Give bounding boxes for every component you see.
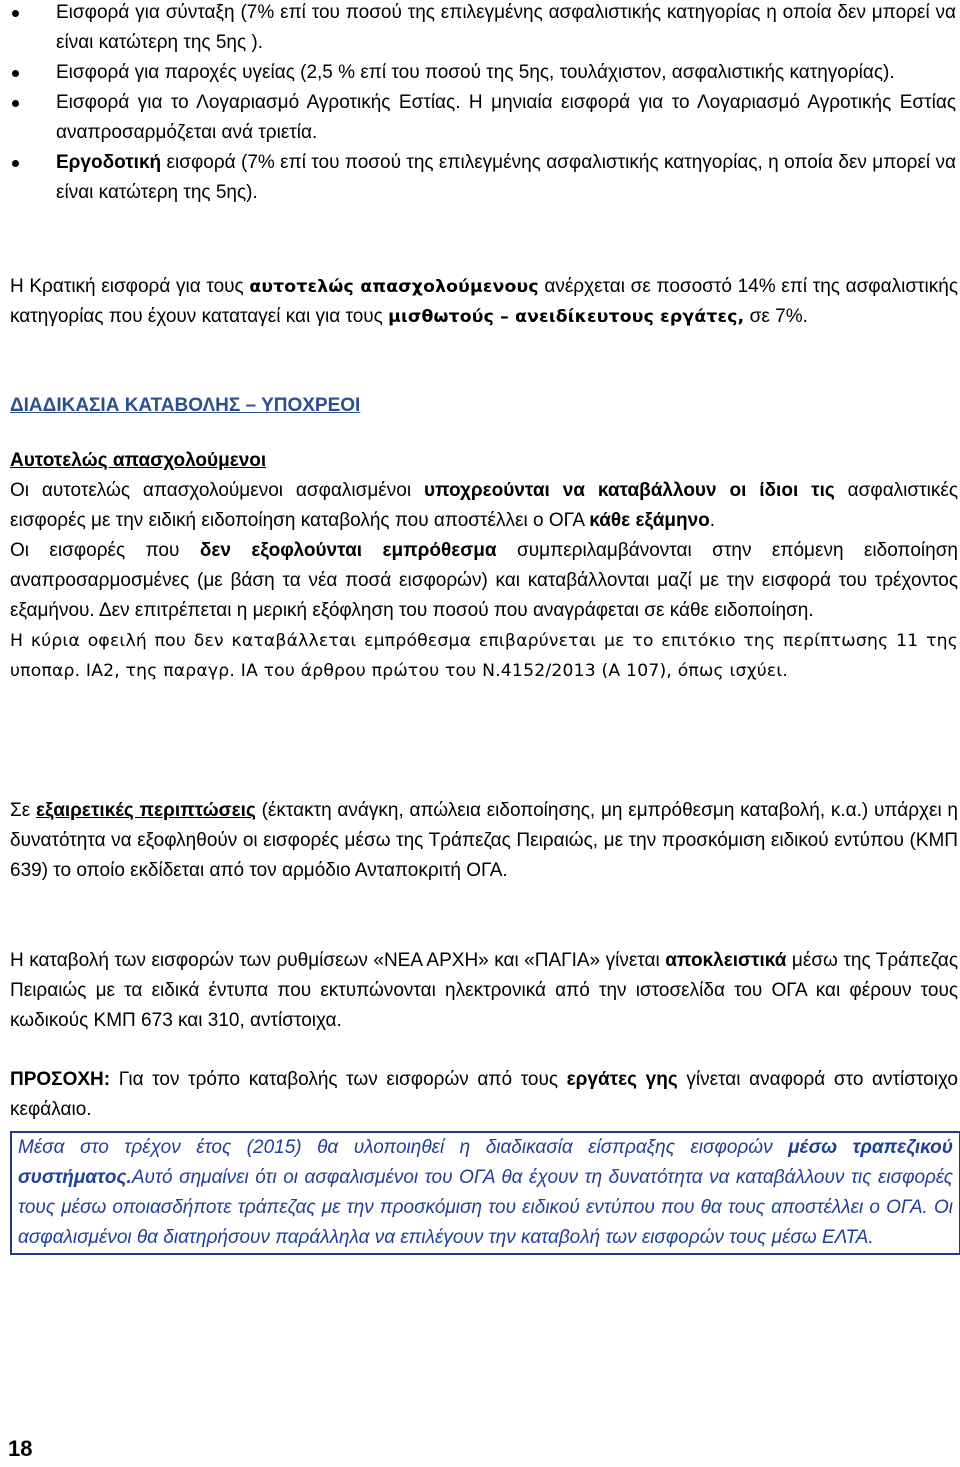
bullet-item-employer [0,148,960,208]
self-employed-section [10,446,958,686]
exceptional-cases-paragraph [10,796,958,886]
bullet-text: Εισφορά για παροχές υγείας (2,5 % επί του ποσού της 5ης, τουλάχιστον, ασφαλιστικής κατηγορίας). [56,62,895,83]
bullet-item-health [0,58,960,88]
text-run: ανέρχεται σε ποσοστό 14% επί της ασφαλιστικής κατηγορίας που έχουν καταταγεί και για τους [10,276,958,327]
bold-run: αυτοτελώς απασχολούμενους [249,277,539,297]
page-number: 18 [8,1436,33,1461]
text-run: (έκτακτη ανάγκη, απώλεια ειδοποίησης, μη εμπρόθεσμη καταβολή, κ.α.) υπάρχει η δυνατότητα να εξοφληθούν οι εισφορές μέσω της Τράπεζας Πειραιώς, με την προσκόμιση ειδικού εντύπου (ΚΜΠ 639) το οποίο εκδίδεται από τον αρμόδιο Ανταποκριτή ΟΓΑ. [10,800,958,881]
attention-paragraph [10,1065,958,1125]
self-employed-paragraph-3: Η κύρια οφειλή που δεν καταβάλλεται εμπρόθεσμα επιβαρύνεται με το επιτόκιο της περίπτωσης 11 της υποπαρ. ΙΑ2, της παραγρ. ΙΑ του άρθρου πρώτου του Ν.4152/2013 (Α 107), όπως ισχύει. [10,631,958,681]
bullet-item-pension [0,0,960,58]
nea-arxi-paragraph [10,946,958,1036]
text-run: Οι εισφορές που [10,540,200,561]
bold-run: αποκλειστικά [665,950,787,971]
subsection-heading: Αυτοτελώς απασχολούμενοι [10,450,267,471]
bullet-bold: Εργοδοτική [56,152,162,173]
text-run: Για τον τρόπο καταβολής των εισφορών από τους [110,1069,567,1090]
text-run: Μέσα στο τρέχον έτος (2015) θα υλοποιηθεί η διαδικασία είσπραξης εισφορών [18,1137,789,1158]
bullet-icon [12,70,19,77]
text-run: Η καταβολή των εισφορών των ρυθμίσεων «ΝΕΑ ΑΡΧΗ» και «ΠΑΓΙΑ» γίνεται [10,950,666,971]
bullet-text: Εισφορά για το Λογαριασμό Αγροτικής Εστίας. Η μηνιαία εισφορά για το Λογαριασμό Αγροτικής Εστίας αναπροσαρμόζεται ανά τριετία. [56,92,956,143]
state-contribution-paragraph [10,272,958,332]
bullet-text: Εισφορά για σύνταξη (7% επί του ποσού της επιλεγμένης ασφαλιστικής κατηγορίας η οποία δεν μπορεί να είναι κατώτερη της 5ης ). [56,2,956,53]
contribution-bullet-list [0,0,960,208]
bold-run: μισθωτούς – ανειδίκευτους εργάτες, [388,307,745,327]
section-heading: ΔΙΑΔΙΚΑΣΙΑ ΚΑΤΑΒΟΛΗΣ – ΥΠΟΧΡΕΟΙ [10,395,361,416]
text-run: μέσω της Τράπεζας Πειραιώς με τα ειδικά έντυπα που εκτυπώνονται ηλεκτρονικά από την ιστοσελίδα του ΟΓΑ και φέρουν τους κωδικούς ΚΜΠ 673 και 310, αντίστοιχα. [10,950,958,1031]
bullet-text: εισφορά (7% επί του ποσού της επιλεγμένης ασφαλιστικής κατηγορίας, η οποία δεν μπορεί να είναι κατώτερη της 5ης). [56,152,956,203]
text-run: Αυτό σημαίνει ότι οι ασφαλισμένοι του ΟΓΑ θα έχουν τη δυνατότητα να καταβάλλουν τις εισφορές τους μέσω οποιασδήποτε τράπεζας με την προσκόμιση του ειδικού εντύπου που θα τους αποστέλλει ο ΟΓΑ. Οι ασφαλισμένοι θα διατηρήσουν παράλληλα να επιλέγουν την καταβολή των εισφορών τους μέσω ΕΛΤΑ. [18,1167,953,1248]
notice-box [10,1131,960,1255]
attention-label: ΠΡΟΣΟΧΗ: [10,1069,111,1090]
text-run: Σε [10,800,36,821]
bold-run: μέσω τραπεζικού συστήματος. [18,1137,953,1188]
bold-run: εργάτες γης [566,1069,678,1090]
bullet-icon [12,160,19,167]
text-run: γίνεται αναφορά στο αντίστοιχο κεφάλαιο. [10,1069,959,1120]
bullet-icon [12,10,19,17]
bold-run: κάθε εξάμηνο [589,510,710,531]
text-run: συμπεριλαμβάνονται στην επόμενη ειδοποίηση αναπροσαρμοσμένες (με βάση τα νέα ποσά εισφορών) και καταβάλλονται μαζί με την εισφορά του τρέχοντος εξαμήνου. Δεν επιτρέπεται η μερική εξόφληση του ποσού που αναγράφεται σε κάθε ειδοποίηση. [10,540,959,621]
bullet-icon [12,100,19,107]
self-employed-paragraph-2 [10,536,958,626]
text-run: Οι αυτοτελώς απασχολούμενοι ασφαλισμένοι [10,480,424,501]
text-run: ασφαλιστικές εισφορές με την ειδική ειδοποίηση καταβολής που αποστέλλει ο ΟΓΑ [10,480,958,531]
bullet-item-rural-fund [0,88,960,148]
bold-run: δεν εξοφλούνται εμπρόθεσμα [199,540,497,561]
text-run: σε 7%. [744,306,808,327]
text-run: Η Κρατική εισφορά για τους [10,276,250,297]
bold-underline-run: εξαιρετικές περιπτώσεις [35,800,256,821]
text-run: . [709,510,716,531]
self-employed-paragraph-1 [10,476,958,536]
bold-run: υποχρεούνται να καταβάλλουν οι ίδιοι τις [423,480,835,501]
